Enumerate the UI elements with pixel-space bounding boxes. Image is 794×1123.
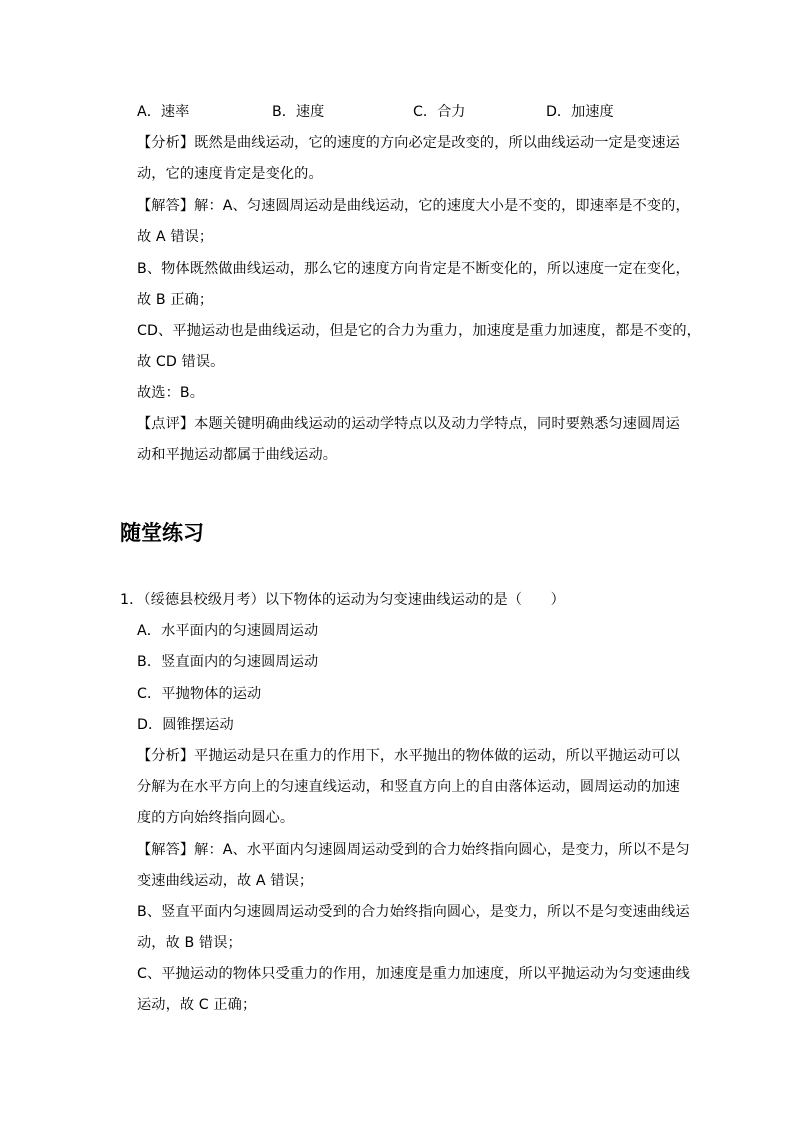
analysis-line: 度的方向始终指向圆心。 [137,810,295,826]
solution-line: 变速曲线运动，故 A 错误； [137,873,314,889]
answer-line: 故选：B。 [137,385,204,401]
comment-line: 【点评】本题关键明确曲线运动的运动学特点以及动力学特点，同时要熟悉匀速圆周运 [137,416,680,432]
solution-line: 故 B 正确； [137,292,214,308]
question-option: A．水平面内的匀速圆周运动 [137,623,319,639]
solution-line: 故 CD 错误。 [137,354,225,370]
solution-line: CD、平抛运动也是曲线运动，但是它的合力为重力，加速度是重力加速度，都是不变的， [137,323,701,339]
solution-line: B、物体既然做曲线运动，那么它的速度方向肯定是不断变化的，所以速度一定在变化， [137,261,690,277]
comment-line: 动和平抛运动都属于曲线运动。 [137,447,338,463]
option-b: B．速度 [272,104,325,120]
solution-line: C、平抛运动的物体只受重力的作用，加速度是重力加速度，所以平抛运动为匀变速曲线 [137,966,690,982]
solution-line: 【解答】解：A、匀速圆周运动是曲线运动，它的速度大小是不变的，即速率是不变的， [137,198,690,214]
question-option: D．圆锥摆运动 [137,717,234,733]
question-stem: 1．（绥德县校级月考）以下物体的运动为匀变速曲线运动的是（ ） [120,592,565,608]
solution-line: 故 A 错误； [137,229,214,245]
solution-line: 【解答】解：A、水平面内匀速圆周运动受到的合力始终指向圆心，是变力，所以不是匀 [137,842,690,858]
solution-line: 动，故 B 错误； [137,935,242,951]
option-a: A．速率 [137,104,190,120]
analysis-line: 动，它的速度肯定是变化的。 [137,166,323,182]
analysis-line: 分解为在水平方向上的匀速直线运动，和竖直方向上的自由落体运动，圆周运动的加速 [137,779,680,795]
solution-line: B、竖直平面内匀速圆周运动受到的合力始终指向圆心，是变力，所以不是匀变速曲线运 [137,904,690,920]
solution-line: 运动，故 C 正确； [137,997,257,1013]
analysis-line: 【分析】既然是曲线运动，它的速度的方向必定是改变的，所以曲线运动一定是变速运 [137,135,680,151]
question-option: B．竖直面内的匀速圆周运动 [137,654,319,670]
section-heading: 随堂练习 [120,521,204,545]
analysis-line: 【分析】平抛运动是只在重力的作用下，水平抛出的物体做的运动，所以平抛运动可以 [137,748,680,764]
question-option: C．平抛物体的运动 [137,686,262,702]
option-c: C．合力 [413,104,466,120]
option-d: D．加速度 [546,104,614,120]
